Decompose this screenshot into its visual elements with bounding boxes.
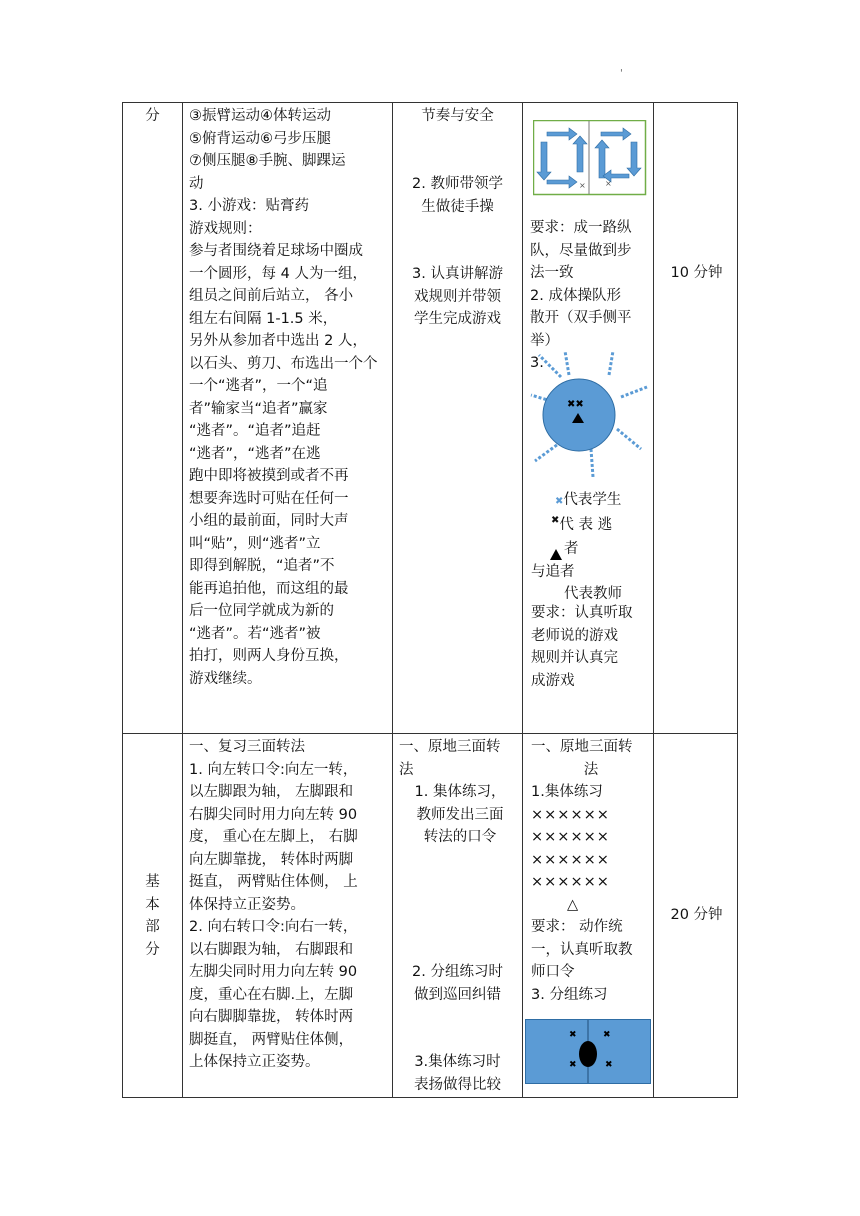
- content-line: 脚挺直， 两臂贴住体侧，: [189, 1031, 354, 1048]
- student-text: 师口令: [531, 964, 575, 980]
- student-text: 2. 成体操队形: [530, 287, 621, 304]
- svg-text:×: ×: [605, 179, 612, 188]
- teacher-cell-1-part3: [393, 263, 522, 331]
- lesson-plan-table: [122, 102, 738, 1098]
- col-divider: [522, 103, 523, 1097]
- group-practice-field: [525, 1019, 652, 1085]
- content-line: 向左脚靠拢， 转体时两脚: [189, 851, 354, 868]
- content-line: 向右脚脚靠拢， 转体时两: [189, 1009, 354, 1025]
- section-cell-2: [123, 871, 182, 961]
- content-line: 即得到解脱，“追者”不: [189, 558, 335, 574]
- content-line: 组员之间前后站立， 各小: [189, 288, 354, 304]
- col-divider: [653, 103, 654, 1097]
- teacher-text: 3.集体练习时: [414, 1054, 501, 1070]
- section-label: 基: [145, 874, 160, 890]
- runner-marker: ✖✖: [567, 399, 584, 410]
- student-mark: ✖: [603, 1030, 611, 1040]
- teacher-text: 表扬做得比较: [414, 1076, 501, 1093]
- content-line: 左脚尖同时用力向左转 90: [189, 964, 358, 980]
- content-line: 跑中即将被摸到或者不再: [189, 468, 349, 484]
- formation-row: ××××××: [531, 851, 610, 868]
- teacher-cell-1-part2: [393, 173, 522, 218]
- student-req-2: [531, 602, 651, 692]
- legend-chaser-text: 与追者: [531, 563, 575, 580]
- svg-text:×: ×: [579, 181, 586, 190]
- student-text: 3.: [530, 355, 544, 371]
- teacher-text: 生做徒手操: [421, 198, 494, 215]
- content-line: “逃者”。“追者”追赶: [189, 423, 321, 439]
- content-line: 度，重心在右脚.上，左脚: [189, 986, 354, 1003]
- student-mark: ✖: [569, 1060, 577, 1070]
- content-line: 一个“逃者”，一个“追: [189, 378, 328, 394]
- legend-teacher-text: 代表教师: [564, 586, 622, 602]
- col-divider: [392, 103, 393, 1097]
- content-line: “逃者”。若“逃者”被: [189, 625, 321, 642]
- student-cell-2: [531, 736, 651, 1006]
- formation-row: ××××××: [531, 829, 610, 845]
- section-label: 部: [145, 919, 160, 935]
- content-line: 游戏继续。: [189, 670, 262, 687]
- teacher-cell-2: [399, 736, 521, 849]
- teacher-text: 2. 分组练习时: [412, 964, 503, 980]
- student-text: 老师说的游戏: [531, 627, 618, 644]
- student-text: 成游戏: [531, 672, 575, 689]
- content-line: 后一位同学就成为新的: [189, 603, 334, 619]
- student-text: 要求： 动作统: [531, 919, 623, 935]
- section-label: 分: [145, 941, 160, 958]
- content-line: 一个圆形，每 4 人为一组，: [189, 265, 367, 282]
- time-label: 20 分钟: [670, 907, 723, 923]
- game-circle-diagram: [529, 349, 651, 479]
- student-mark: ✖: [605, 1060, 613, 1070]
- teacher-cell-2-part2: [393, 961, 522, 1006]
- teacher-oval: [579, 1041, 597, 1067]
- content-line: ③振臂运动④体转运动: [189, 108, 331, 124]
- legend-runner-text-2: 者: [564, 541, 579, 557]
- student-text: 要求：认真听取: [531, 605, 633, 621]
- teacher-text: 法: [399, 761, 414, 778]
- teacher-cell-2-part3: [393, 1051, 522, 1096]
- student-text: 要求：成一路纵: [530, 220, 632, 236]
- content-line: 者”输家当“追者”赢家: [189, 400, 328, 417]
- student-text: 散开（双手侧平: [530, 310, 632, 326]
- student-text: 3. 分组练习: [531, 986, 608, 1003]
- teacher-text: 1. 集体练习，: [414, 784, 506, 800]
- content-line: 3. 小游戏：贴膏药: [189, 198, 309, 214]
- formation-row: ××××××: [531, 874, 610, 890]
- content-line: 叫“贴”，则“逃者”立: [189, 535, 321, 552]
- content-line: 度， 重心在左脚上， 右脚: [189, 829, 358, 845]
- teacher-text: 2. 教师带领学: [412, 176, 503, 192]
- teacher-legend-triangle: [550, 549, 564, 561]
- section-cell-1: [123, 105, 182, 128]
- content-line: 游戏规则：: [189, 220, 262, 237]
- content-line: 以石头、剪刀、布选出一个个: [189, 355, 378, 372]
- content-cell-1: [189, 105, 389, 690]
- content-line: ⑤俯背运动⑥弓步压腿: [189, 130, 331, 147]
- content-line: 拍打，则两人身份互换，: [189, 648, 349, 664]
- content-line: 想要奔选时可贴在任何一: [189, 490, 349, 507]
- legend-runner-text: 代 表 逃: [559, 516, 613, 533]
- teacher-text: 3. 认真讲解游: [412, 266, 503, 282]
- content-line: 以左脚跟为轴， 左脚跟和: [189, 784, 354, 800]
- content-line: 小组的最前面，同时大声: [189, 513, 349, 529]
- legend: [531, 489, 651, 606]
- runner-symbol: ✖: [551, 514, 560, 526]
- content-line: 上体保持立正姿势。: [189, 1054, 320, 1070]
- teacher-text: 节奏与安全: [421, 108, 494, 124]
- formation-row: ××××××: [531, 806, 610, 823]
- content-line: 以右脚跟为轴， 右脚跟和: [189, 941, 354, 958]
- teacher-text: 教师发出三面: [416, 806, 504, 823]
- student-text: 1.集体练习: [531, 784, 603, 800]
- teacher-mark: △: [567, 896, 579, 913]
- student-text: 举）: [530, 332, 559, 349]
- student-text: 一、原地三面转: [531, 739, 633, 755]
- teacher-text: 学生完成游戏: [414, 311, 501, 327]
- teacher-text: 戏规则并带领: [414, 288, 501, 305]
- marching-route-diagram: [533, 120, 647, 196]
- student-text: 法: [583, 761, 599, 778]
- content-line: 参与者围绕着足球场中圈成: [189, 243, 363, 259]
- content-line: “逃者”，“逃者”在逃: [189, 445, 321, 462]
- student-mark: ✖: [569, 1030, 577, 1040]
- time-cell-2: [654, 904, 739, 927]
- content-line: 挺直， 两臂贴住体侧， 上: [189, 874, 358, 890]
- time-cell-1: [654, 262, 739, 285]
- content-line: 组左右间隔 1-1.5 米，: [189, 310, 338, 327]
- page-mark: ': [620, 68, 623, 79]
- student-text: 规则并认真完: [531, 650, 618, 666]
- student-symbol: ✖: [555, 496, 564, 507]
- teacher-text: 一、原地三面转: [399, 739, 501, 755]
- content-cell-2: [189, 736, 389, 1074]
- teacher-text: 做到巡回纠错: [414, 986, 501, 1003]
- content-line: 2. 向右转口令:向右一转，: [189, 919, 358, 935]
- section-label: 本: [145, 896, 160, 913]
- student-text: 一，认真听取教: [531, 941, 633, 958]
- content-line: 1. 向左转口令:向左一转，: [189, 761, 358, 778]
- content-line: ⑦侧压腿⑧手腕、脚踝运: [189, 153, 346, 169]
- legend-student-text: 代表学生: [563, 492, 622, 508]
- col-divider: [182, 103, 183, 1097]
- student-text: 法一致: [530, 265, 574, 281]
- content-line: 右脚尖同时用力向左转 90: [189, 806, 358, 823]
- content-line: 能再追拍他，而这组的最: [189, 580, 349, 597]
- student-text: 队，尽量做到步: [530, 242, 632, 259]
- content-line: 体保持立正姿势。: [189, 896, 305, 913]
- content-line: 一、复习三面转法: [189, 739, 305, 755]
- content-line: 动: [189, 175, 204, 192]
- section-label: 分: [145, 108, 160, 124]
- teacher-cell-1: [393, 105, 522, 128]
- teacher-text: 转法的口令: [423, 829, 497, 845]
- time-label: 10 分钟: [670, 265, 723, 281]
- content-line: 另外从参加者中选出 2 人，: [189, 333, 367, 349]
- row-divider: [123, 733, 737, 734]
